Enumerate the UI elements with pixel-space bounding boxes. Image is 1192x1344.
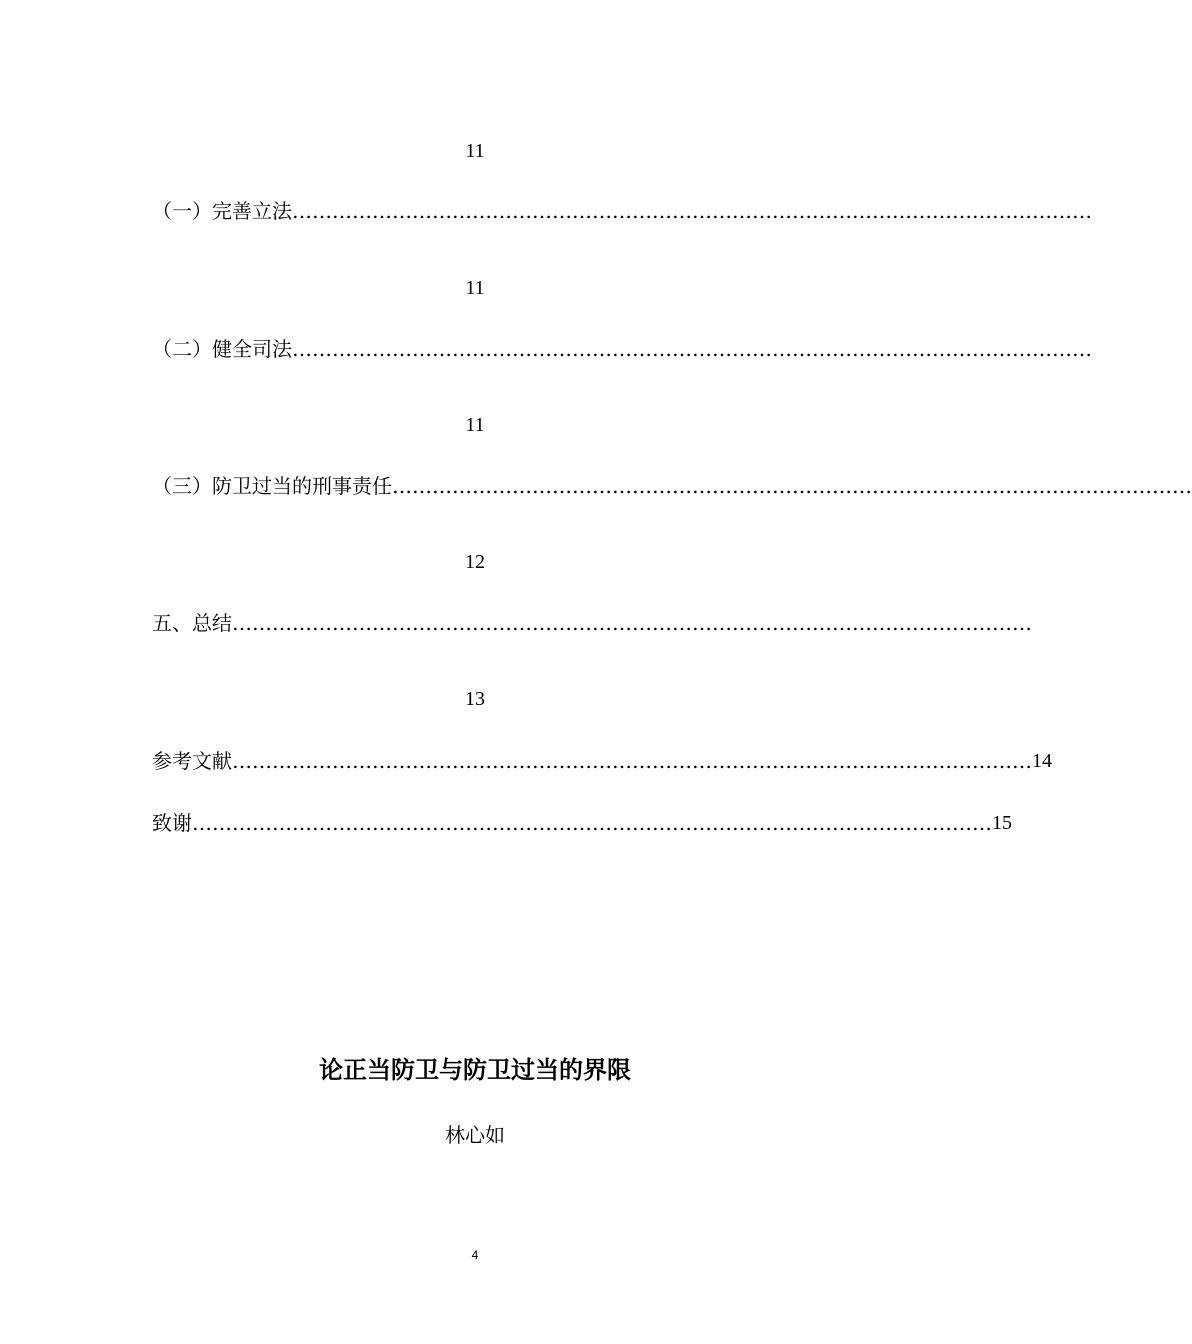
toc-entry-label: （二）健全司法 <box>152 337 292 361</box>
toc-dot-leader: ………………………………………………………………………………………………………… <box>392 474 1192 498</box>
toc-entry-label: 致谢 <box>152 811 192 835</box>
toc-entry[interactable] <box>152 808 1012 838</box>
toc-dot-leader: ………………………………………………………………………………………………………… <box>292 337 1092 361</box>
toc-dot-leader: ………………………………………………………………………………………………………… <box>192 811 992 835</box>
toc-dot-leader: ………………………………………………………………………………………………………… <box>232 611 1032 635</box>
toc-entry-label: 参考文献 <box>152 749 232 773</box>
toc-wrapped-page-number: 12 <box>465 551 485 573</box>
toc-entry-page-number: 14 <box>1032 750 1052 772</box>
toc-entry-label: （三）防卫过当的刑事责任 <box>152 474 392 498</box>
toc-entry[interactable] <box>152 746 1052 776</box>
document-title: 论正当防卫与防卫过当的界限 <box>319 1056 631 1084</box>
document-author: 林心如 <box>445 1123 505 1147</box>
toc-entry-label: 五、总结 <box>152 611 232 635</box>
toc-entry-label: （一）完善立法 <box>152 199 292 223</box>
footer-page-number: 4 <box>471 1248 479 1262</box>
toc-dot-leader: ………………………………………………………………………………………………………… <box>292 199 1092 223</box>
toc-wrapped-page-number: 13 <box>465 688 485 710</box>
toc-entry-page-number: 15 <box>992 812 1012 834</box>
toc-wrapped-page-number: 11 <box>465 277 485 299</box>
toc-dot-leader: ………………………………………………………………………………………………………… <box>232 749 1032 773</box>
toc-entry[interactable] <box>152 608 1032 638</box>
toc-wrapped-page-number: 11 <box>465 414 485 436</box>
toc-entry[interactable] <box>152 334 1092 364</box>
toc-wrapped-page-number: 11 <box>465 140 485 162</box>
toc-entry[interactable] <box>152 196 1092 226</box>
toc-entry[interactable] <box>152 471 1192 501</box>
